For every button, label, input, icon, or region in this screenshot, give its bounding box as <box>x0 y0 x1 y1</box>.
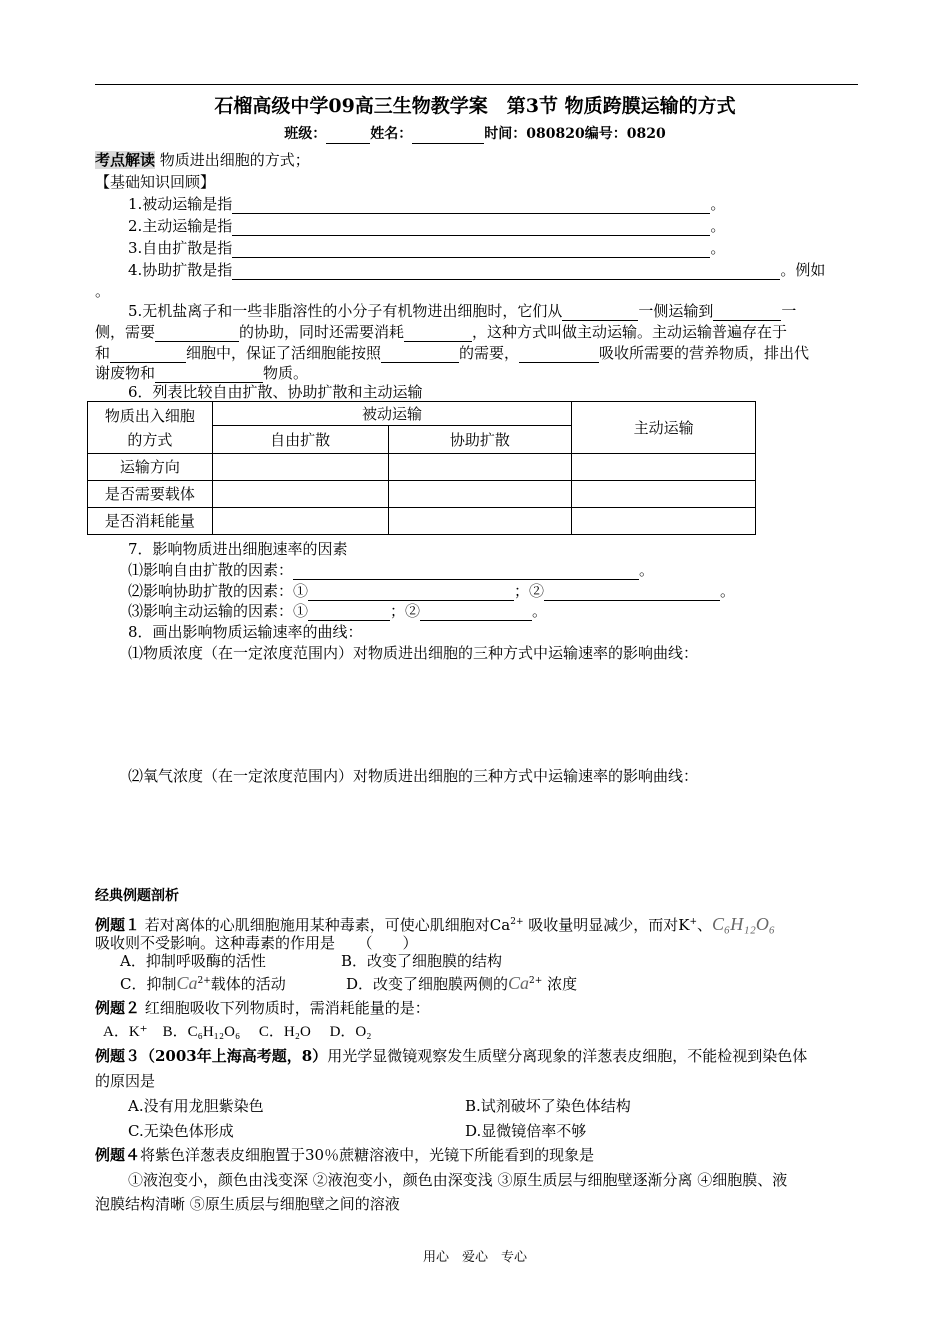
header-assisted: 协助扩散 <box>388 426 572 454</box>
e1-c-ca: Ca <box>176 973 198 993</box>
review-q5-line3 <box>95 343 809 363</box>
class-blank[interactable] <box>326 127 370 144</box>
table-row <box>88 481 756 508</box>
e1-d-a: D．改变了细胞膜两侧的 <box>346 975 509 993</box>
kaodian-heading: 考点解读 <box>95 151 156 169</box>
curve-1-prompt: ⑴物质浓度（在一定浓度范围内）对物质进出细胞的三种方式中运输速率的影响曲线： <box>128 644 699 662</box>
q2-label: 2.主动运输是指 <box>128 217 233 235</box>
header-free: 自由扩散 <box>212 426 388 454</box>
e1-d-sup: 2+ <box>529 976 543 986</box>
f2-label: ⑵影响协助扩散的因素：① <box>128 582 309 600</box>
page-title: 石榴高级中学09高三生物教学案 第3节 物质跨膜运输的方式 <box>214 95 736 117</box>
q5-blank5[interactable] <box>110 346 186 363</box>
q5-c: 一 <box>781 302 797 320</box>
e1-c-sup: 2+ <box>197 976 211 986</box>
example-1-option-c[interactable] <box>120 971 286 994</box>
q4-tail: 。例如 <box>780 261 826 279</box>
q5-h: 细胞中，保证了活细胞能按照 <box>186 344 382 362</box>
corner-line1: 物质出入细胞 <box>104 406 195 425</box>
f3-blank1[interactable] <box>308 604 390 621</box>
e1-text-c: 、 <box>697 916 713 934</box>
f2-sep: ；② <box>514 582 545 600</box>
f2-blank1[interactable] <box>308 584 514 601</box>
example-1-option-b[interactable]: B．改变了细胞膜的结构 <box>341 952 503 970</box>
e2-text: 红细胞吸收下列物质时，需消耗能量的是： <box>140 999 430 1017</box>
example-2-options[interactable]: A．K⁺ B．C₆H₁₂O₆ C．H₂O D．O₂ <box>103 1024 372 1040</box>
q5-i: 的需要， <box>459 344 520 362</box>
table-row <box>88 508 756 535</box>
f1-end: 。 <box>639 561 655 579</box>
q5-k: 谢废物和 <box>95 364 156 382</box>
row-label: 运输方向 <box>88 454 213 481</box>
table-corner <box>88 402 213 454</box>
e1-sup: 2+ <box>510 917 524 927</box>
example-3-option-d[interactable]: D.显微镜倍率不够 <box>465 1122 587 1140</box>
q5-d: 侧，需要 <box>95 323 156 341</box>
example-4-line1 <box>95 1145 594 1165</box>
q5-blank1[interactable] <box>562 304 638 321</box>
example-3-option-b[interactable]: B.试剂破坏了染色体结构 <box>465 1097 631 1115</box>
q5-blank8[interactable] <box>155 366 263 383</box>
q5-l: 物质。 <box>263 364 309 382</box>
e1-formula: C₆H₁₂O₆ <box>712 914 776 934</box>
q3-label: 3.自由扩散是指 <box>128 239 233 257</box>
f2-blank2[interactable] <box>544 584 720 601</box>
f1-blank[interactable] <box>293 563 639 580</box>
table-cell[interactable] <box>388 481 572 508</box>
f2-end: 。 <box>720 582 736 600</box>
table-cell[interactable] <box>572 481 756 508</box>
f3-label: ⑶影响主动运输的因素：① <box>128 602 309 620</box>
factor-1 <box>128 560 654 580</box>
review-q4 <box>128 260 825 280</box>
corner-line2: 的方式 <box>127 430 173 449</box>
q5-blank6[interactable] <box>381 346 459 363</box>
e1-d-b: 浓度 <box>547 975 578 993</box>
example-1-option-d[interactable] <box>346 971 577 994</box>
q1-label: 1.被动运输是指 <box>128 195 233 213</box>
table-cell[interactable] <box>212 454 388 481</box>
time-label: 时间：080820 <box>484 126 585 142</box>
review-q1 <box>128 194 725 214</box>
name-blank[interactable] <box>412 127 484 144</box>
header-active: 主动运输 <box>572 402 756 454</box>
row-label: 是否需要载体 <box>88 481 213 508</box>
e1-d-ca: Ca <box>508 973 530 993</box>
e1-c-a: C．抑制 <box>120 975 177 993</box>
review-q5-line4 <box>95 363 308 383</box>
kaodian-text: 物质进出细胞的方式； <box>159 151 310 169</box>
q2-blank[interactable] <box>232 219 710 236</box>
kaodian-line <box>95 150 310 170</box>
example-1-line1 <box>95 912 775 935</box>
f3-end: 。 <box>532 602 548 620</box>
e1-c-b: 载体的活动 <box>210 975 286 993</box>
f1-label: ⑴影响自由扩散的因素： <box>128 561 294 579</box>
f3-sep: ；② <box>390 602 421 620</box>
page-footer: 用心 爱心 专心 <box>422 1250 527 1265</box>
q5-g: 和 <box>95 344 111 362</box>
e4-label: 例题４ <box>95 1146 141 1164</box>
example-4-line3: 泡膜结构清晰 ⑤原生质层与细胞壁之间的溶液 <box>95 1195 400 1213</box>
number-label: 编号：0820 <box>584 126 666 142</box>
class-label: 班级： <box>284 126 327 142</box>
example-1-line2: 吸收则不受影响。这种毒素的作用是 （ ） <box>95 934 418 952</box>
e3-text: 用光学显微镜观察发生质壁分离现象的洋葱表皮细胞，不能检视到染色体 <box>327 1047 808 1065</box>
q4-label: 4.协助扩散是指 <box>128 261 233 279</box>
q1-end: 。 <box>710 195 726 213</box>
f3-blank2[interactable] <box>420 604 532 621</box>
e1-sup2: + <box>689 917 698 927</box>
q5-b: 一侧运输到 <box>638 302 714 320</box>
q1-blank[interactable] <box>232 197 710 214</box>
q5-e: 的协助，同时还需要消耗 <box>239 323 405 341</box>
factors-q8: 8．画出影响物质运输速率的曲线： <box>128 623 363 641</box>
q3-end: 。 <box>710 239 726 257</box>
info-line <box>0 124 950 144</box>
q3-blank[interactable] <box>232 241 710 258</box>
q5-f: ，这种方式叫做主动运输。主动运输普遍存在于 <box>472 323 788 341</box>
review-q3 <box>128 238 725 258</box>
table-cell[interactable] <box>388 508 572 535</box>
example-3-line1 <box>95 1046 807 1066</box>
example-3-option-c[interactable]: C.无染色体形成 <box>128 1122 234 1140</box>
e2-label: 例题２ <box>95 999 141 1017</box>
q5-blank3[interactable] <box>155 325 239 342</box>
review-q5-line1 <box>128 301 796 321</box>
curve-2-prompt: ⑵氧气浓度（在一定浓度范围内）对物质进出细胞的三种方式中运输速率的影响曲线： <box>128 767 699 785</box>
e4-text: 将紫色洋葱表皮细胞置于30％蔗糖溶液中，光镜下所能看到的现象是 <box>140 1146 595 1164</box>
header-passive: 被动运输 <box>212 402 571 426</box>
example-3-line2: 的原因是 <box>95 1072 156 1090</box>
q5-blank2[interactable] <box>713 304 781 321</box>
e3-label: 例题３（2003年上海高考题，8） <box>95 1047 328 1065</box>
comparison-table <box>87 401 756 535</box>
q2-end: 。 <box>710 217 726 235</box>
e1-text-a: 若对离体的心肌细胞施用某种毒素，可使心肌细胞对Ca <box>140 916 511 934</box>
table-cell[interactable] <box>212 481 388 508</box>
table-cell[interactable] <box>388 454 572 481</box>
table-cell[interactable] <box>572 508 756 535</box>
table-cell[interactable] <box>212 508 388 535</box>
review-q6: 6．列表比较自由扩散、协助扩散和主动运输 <box>128 383 423 401</box>
review-heading: 【基础知识回顾】 <box>95 173 216 191</box>
factors-q7: 7．影响物质进出细胞速率的因素 <box>128 540 348 558</box>
table-cell[interactable] <box>572 454 756 481</box>
example-4-line2: ①液泡变小，颜色由浅变深 ②液泡变小，颜色由深变浅 ③原生质层与细胞壁逐渐分离 ④细胞膜、液 <box>128 1171 788 1189</box>
e1-text-b: 吸收量明显减少，而对K <box>523 916 690 934</box>
example-3-option-a[interactable]: A.没有用龙胆紫染色 <box>128 1097 264 1115</box>
name-label: 姓名： <box>370 126 413 142</box>
q4-wrap: 。 <box>95 282 111 300</box>
examples-heading: 经典例题剖析 <box>95 888 179 904</box>
example-1-option-a[interactable]: A．抑制呼吸酶的活性 <box>120 952 266 970</box>
example-2-line <box>95 998 430 1018</box>
row-label: 是否消耗能量 <box>88 508 213 535</box>
table-row <box>88 454 756 481</box>
header-rule <box>95 84 858 85</box>
q5-blank7[interactable] <box>519 346 599 363</box>
e1-label: 例题１ <box>95 916 141 934</box>
q5-j: 吸收所需要的营养物质，排出代 <box>599 344 810 362</box>
q5-a: 5.无机盐离子和一些非脂溶性的小分子有机物进出细胞时，它们从 <box>128 302 563 320</box>
q4-blank[interactable] <box>232 263 780 280</box>
q5-blank4[interactable] <box>404 325 472 342</box>
review-q2 <box>128 216 725 236</box>
factor-3 <box>128 601 547 621</box>
review-q5-line2 <box>95 322 787 342</box>
factor-2 <box>128 581 735 601</box>
